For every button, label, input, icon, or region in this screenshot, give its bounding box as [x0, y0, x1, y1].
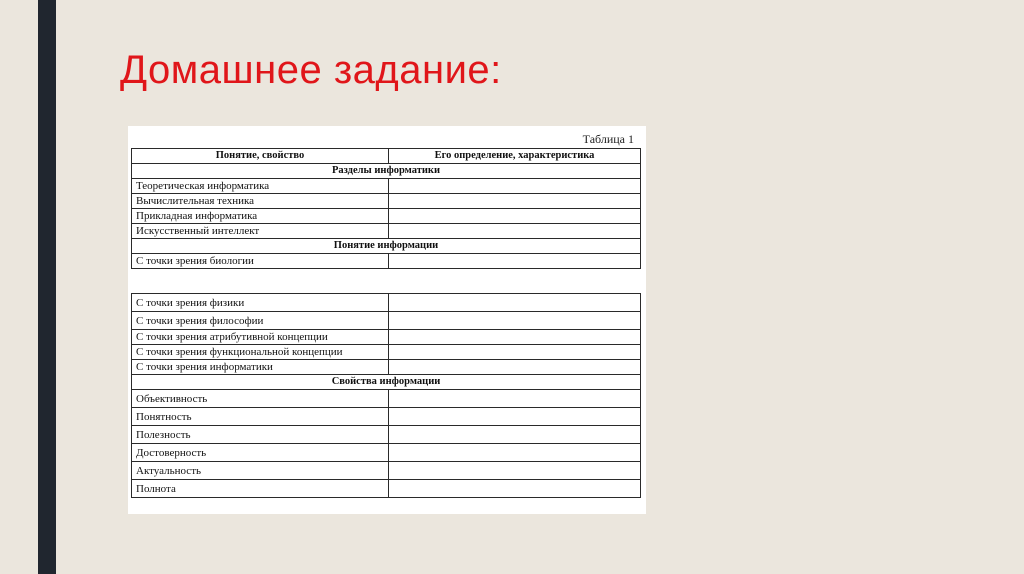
definition-cell [389, 345, 641, 360]
definition-cell [389, 224, 641, 239]
table-header-row [132, 149, 641, 164]
definition-cell [389, 390, 641, 408]
table-row [132, 312, 641, 330]
concept-cell: Объективность [132, 390, 389, 408]
table-caption: Таблица 1 [582, 132, 634, 146]
table-part-1 [131, 148, 641, 269]
concept-cell: Понятность [132, 408, 389, 426]
table-row [132, 360, 641, 375]
section-row [132, 375, 641, 390]
table-row [132, 224, 641, 239]
concept-cell: Искусственный интеллект [132, 224, 389, 239]
table-row [132, 179, 641, 194]
concept-cell: С точки зрения функциональной концепции [132, 345, 389, 360]
table-row [132, 294, 641, 312]
concept-cell: Полезность [132, 426, 389, 444]
definition-cell [389, 480, 641, 498]
header-definition: Его определение, характеристика [389, 149, 641, 164]
table-part-2 [131, 293, 641, 498]
table-row [132, 426, 641, 444]
table-row [132, 408, 641, 426]
definition-cell [389, 194, 641, 209]
definition-cell [389, 408, 641, 426]
definition-cell [389, 426, 641, 444]
definition-cell [389, 330, 641, 345]
table-row [132, 462, 641, 480]
section-title: Понятие информации [132, 239, 641, 254]
definition-cell [389, 444, 641, 462]
definition-cell [389, 254, 641, 269]
definition-cell [389, 294, 641, 312]
slide-side-bar [38, 0, 56, 574]
section-title: Разделы информатики [132, 164, 641, 179]
definition-cell [389, 209, 641, 224]
table-row [132, 390, 641, 408]
homework-document [128, 126, 646, 514]
table-row [132, 444, 641, 462]
section-title: Свойства информации [132, 375, 641, 390]
table-row [132, 194, 641, 209]
concept-cell: С точки зрения информатики [132, 360, 389, 375]
concept-cell: С точки зрения философии [132, 312, 389, 330]
section-row [132, 239, 641, 254]
concept-cell: Актуальность [132, 462, 389, 480]
slide-title: Домашнее задание: [120, 48, 502, 92]
table-row [132, 345, 641, 360]
definition-cell [389, 360, 641, 375]
table-row [132, 209, 641, 224]
concept-cell: Прикладная информатика [132, 209, 389, 224]
section-row [132, 164, 641, 179]
table-row [132, 254, 641, 269]
table-row [132, 480, 641, 498]
definition-cell [389, 462, 641, 480]
concept-cell: Теоретическая информатика [132, 179, 389, 194]
header-concept: Понятие, свойство [132, 149, 389, 164]
concept-cell: Вычислительная техника [132, 194, 389, 209]
concept-cell: Достоверность [132, 444, 389, 462]
concept-cell: С точки зрения физики [132, 294, 389, 312]
concept-cell: Полнота [132, 480, 389, 498]
definition-cell [389, 312, 641, 330]
table-row [132, 330, 641, 345]
concept-cell: С точки зрения биологии [132, 254, 389, 269]
definition-cell [389, 179, 641, 194]
concept-cell: С точки зрения атрибутивной концепции [132, 330, 389, 345]
